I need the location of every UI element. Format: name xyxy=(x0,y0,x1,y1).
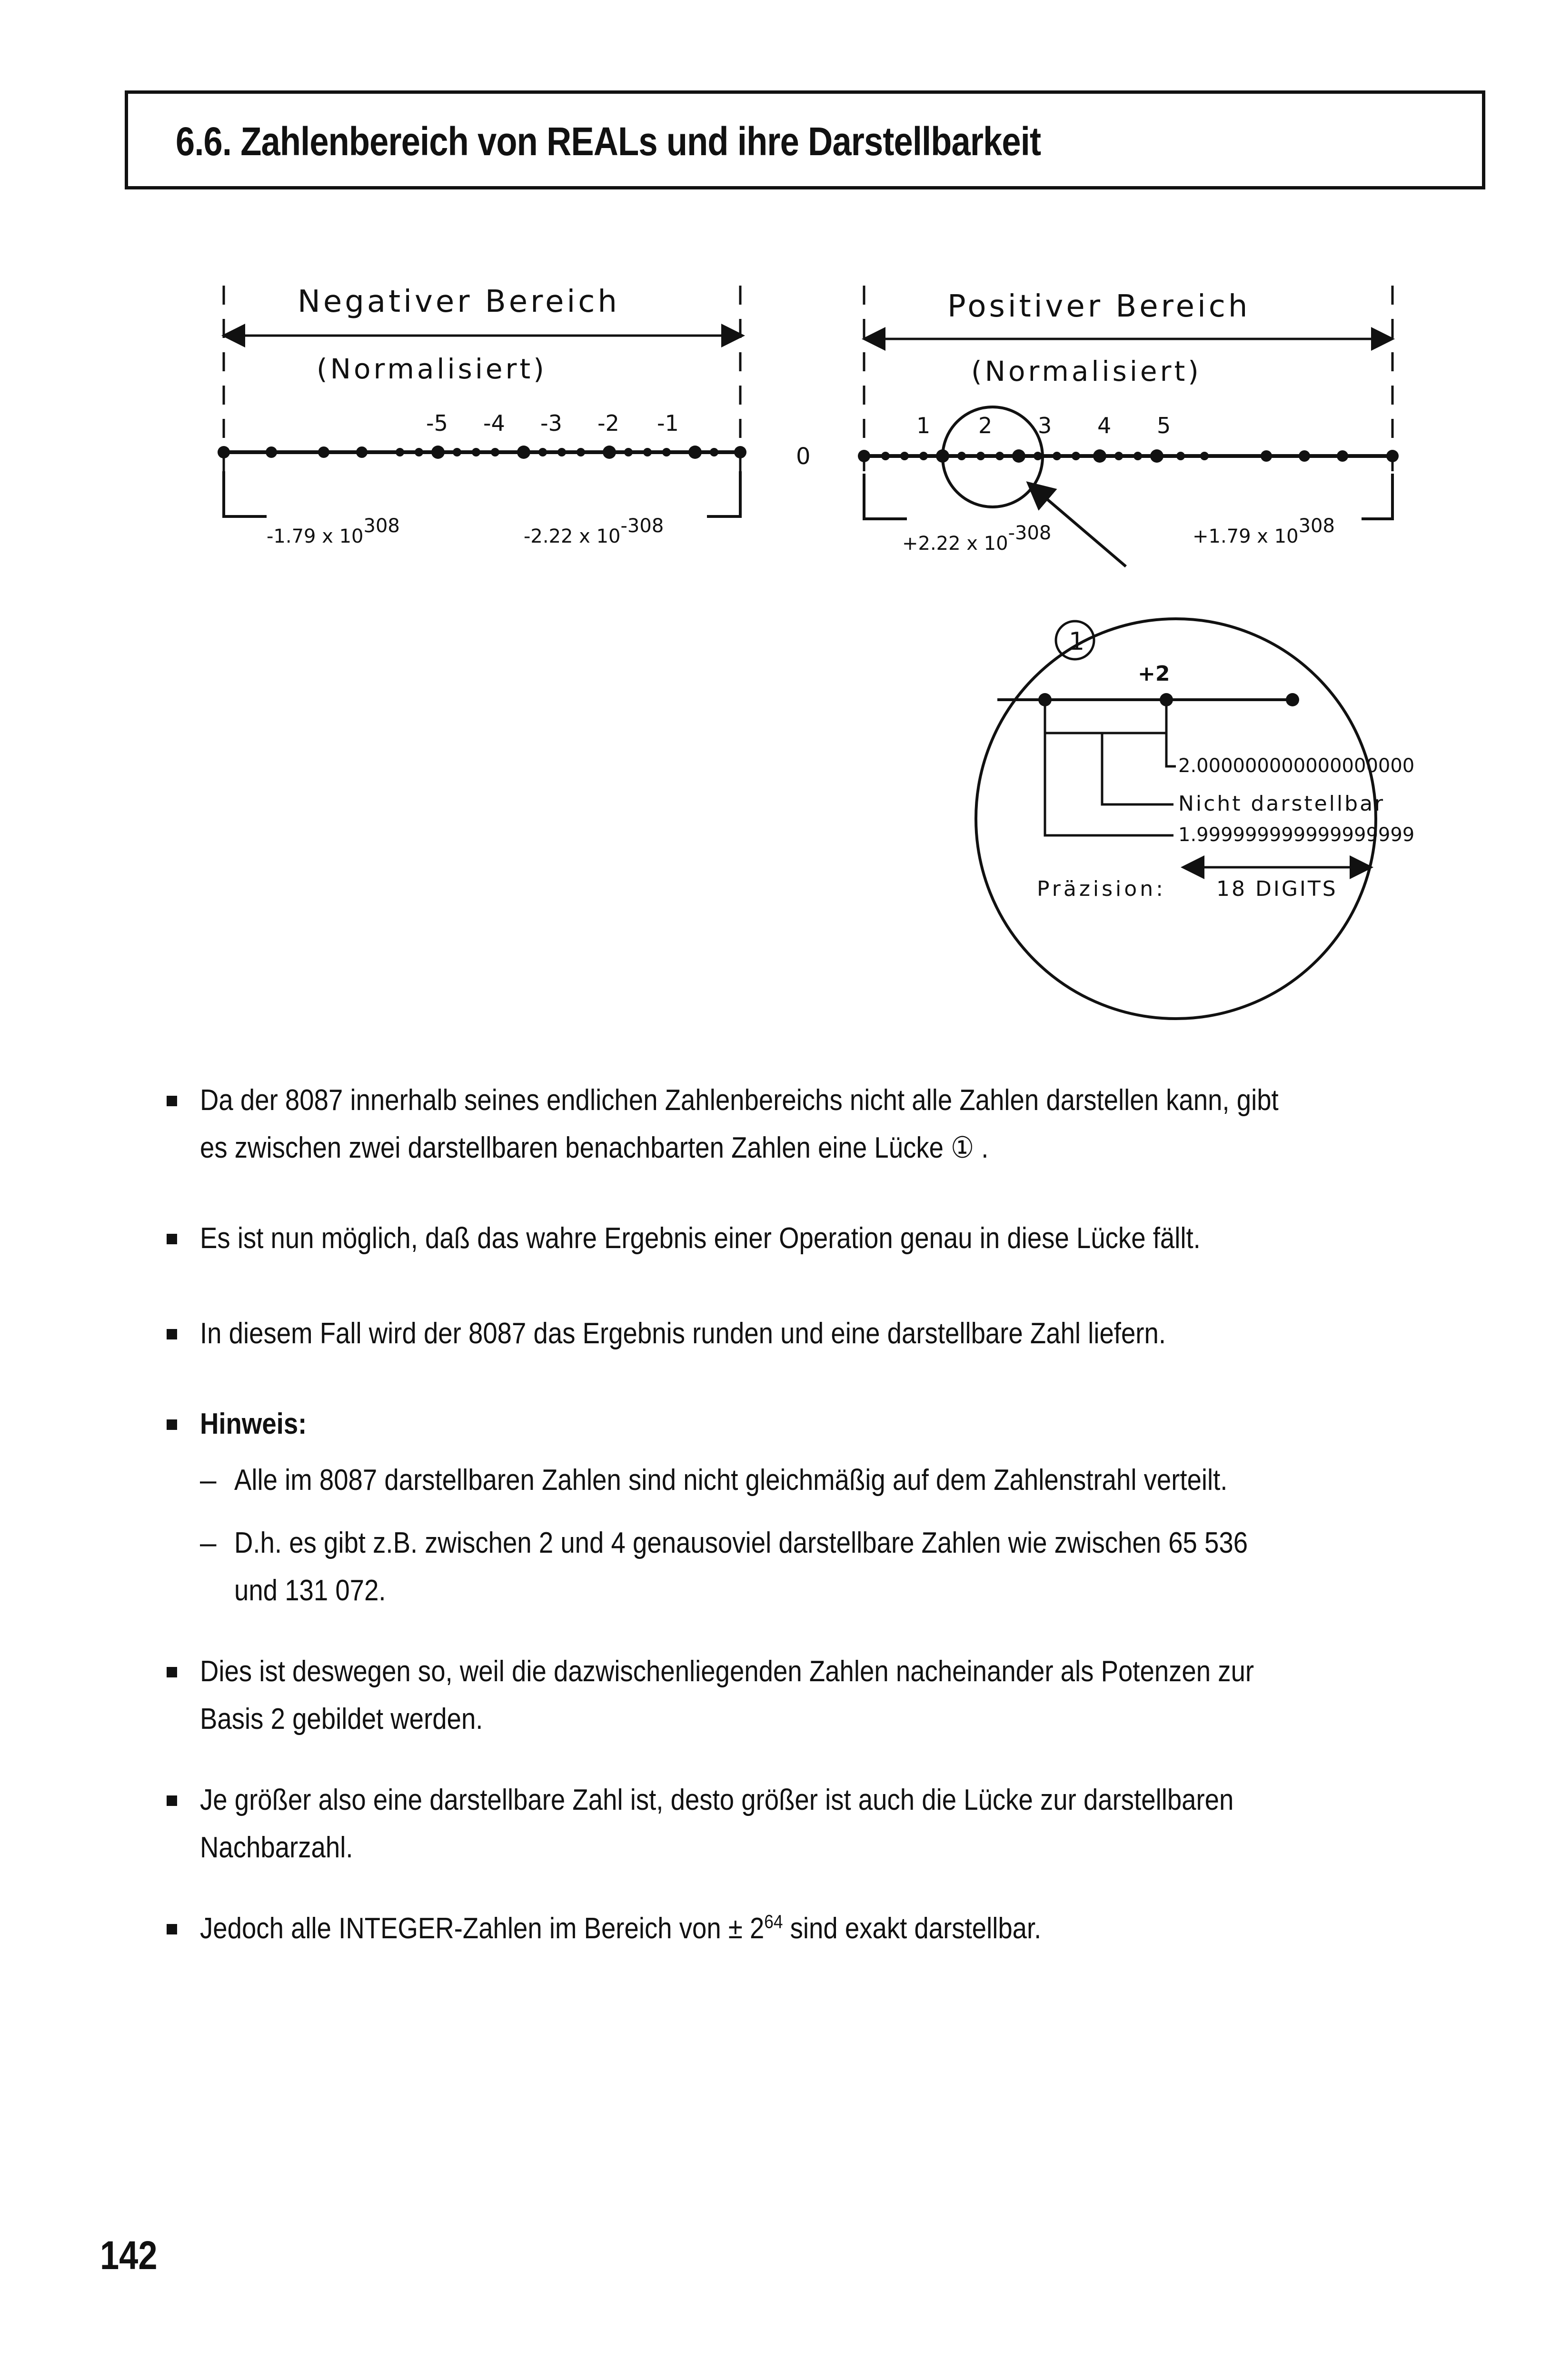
negative-range-label: Negativer Bereich xyxy=(298,284,620,319)
neg-max-label: -2.22 x 10-308 xyxy=(524,515,664,547)
pos-min-label: +2.22 x 10-308 xyxy=(902,522,1052,555)
neg-tick-1: -1 xyxy=(657,410,679,436)
note-item-2-line-1: D.h. es gibt z.B. zwischen 2 und 4 genausoviel darstellbare Zahlen wie zwischen 65 536 xyxy=(234,1527,1248,1559)
pos-tick-5: 5 xyxy=(1157,413,1171,438)
zoom-dot-right xyxy=(1286,693,1299,706)
neg-tick-5: -5 xyxy=(426,410,448,436)
bullet-2-marker xyxy=(167,1234,177,1244)
negative-bracket xyxy=(224,471,740,516)
lower-value: 1.999999999999999999 xyxy=(1178,824,1415,846)
pos-tick-4: 4 xyxy=(1097,413,1112,438)
bullet-1-line-2 xyxy=(200,1124,988,1172)
bullet-6-marker xyxy=(167,1795,177,1806)
note-dash-1: – xyxy=(200,1464,217,1497)
page-number: 142 xyxy=(100,2233,158,2278)
negative-range xyxy=(218,284,746,547)
bullet-1-text: es zwischen zwei darstellbaren benachbarten Zahlen eine Lücke xyxy=(200,1131,944,1164)
gap-bracket xyxy=(1045,700,1176,835)
bullet-7-suffix: sind exakt darstellbar. xyxy=(783,1912,1042,1945)
pos-tick-3: 3 xyxy=(1038,413,1052,438)
zero-label: 0 xyxy=(796,443,811,470)
bullet-4-marker xyxy=(167,1419,177,1430)
neg-tick-4: -4 xyxy=(483,410,505,436)
bullet-1-period: . xyxy=(981,1131,989,1164)
zoom-marker-label: 1 xyxy=(1069,627,1085,656)
pos-tick-1: 1 xyxy=(916,413,931,438)
bullet-3-text: In diesem Fall wird der 8087 das Ergebnis runden und eine darstellbare Zahl liefern. xyxy=(200,1317,1166,1350)
bullet-5-marker xyxy=(167,1667,177,1677)
positive-range-label: Positiver Bereich xyxy=(947,289,1251,324)
bullet-6-line-2: Nachbarzahl. xyxy=(200,1831,353,1864)
positive-bracket xyxy=(864,474,1392,519)
gap-reference-marker: ① xyxy=(951,1131,974,1164)
bullet-2-text: Es ist nun möglich, daß das wahre Ergebnis einer Operation genau in diese Lücke fällt. xyxy=(200,1222,1201,1255)
bullet-5-line-2: Basis 2 gebildet werden. xyxy=(200,1703,483,1735)
bullet-1-line-1: Da der 8087 innerhalb seines endlichen Zahlenbereichs nicht alle Zahlen darstellen kann, gibt xyxy=(200,1084,1279,1117)
negative-range-sublabel: (Normalisiert) xyxy=(317,353,547,385)
note-item-1: Alle im 8087 darstellbaren Zahlen sind nicht gleichmäßig auf dem Zahlenstrahl verteilt. xyxy=(234,1464,1228,1497)
bullet-7-prefix: Jedoch alle INTEGER-Zahlen im Bereich von ± 2 xyxy=(200,1912,765,1945)
bullet-7-text xyxy=(200,1905,1041,1953)
note-dash-2: – xyxy=(200,1527,217,1559)
not-representable-label: Nicht darstellbar xyxy=(1178,792,1385,816)
bullet-7-marker xyxy=(167,1924,177,1934)
upper-value: 2.000000000000000000 xyxy=(1178,755,1415,777)
zoom-detail xyxy=(976,619,1414,1019)
neg-tick-2: -2 xyxy=(597,410,619,436)
bullet-7-exponent: 64 xyxy=(764,1911,783,1933)
note-heading: Hinweis: xyxy=(200,1408,307,1440)
pos-tick-2: 2 xyxy=(978,413,993,438)
precision-value: 18 DIGITS xyxy=(1216,877,1338,901)
section-heading: 6.6. Zahlenbereich von REALs und ihre Darstellbarkeit xyxy=(176,119,1041,164)
bullet-1-marker xyxy=(167,1096,177,1106)
pos-max-label: +1.79 x 10308 xyxy=(1193,515,1335,547)
positive-range xyxy=(858,286,1399,566)
plus-two-label: +2 xyxy=(1138,662,1170,686)
note-item-2-line-2: und 131 072. xyxy=(234,1574,386,1607)
number-range-diagram xyxy=(0,0,1561,1023)
bullet-3-marker xyxy=(167,1329,177,1339)
neg-min-label: -1.79 x 10308 xyxy=(267,515,400,547)
bullet-5-line-1: Dies ist deswegen so, weil die dazwischenliegenden Zahlen nacheinander als Potenzen zur xyxy=(200,1655,1254,1688)
precision-label: Präzision: xyxy=(1037,877,1166,901)
zoom-circle xyxy=(976,619,1376,1019)
bullet-6-line-1: Je größer also eine darstellbare Zahl ist, desto größer ist auch die Lücke zur darstellbaren xyxy=(200,1784,1234,1816)
neg-tick-3: -3 xyxy=(540,410,562,436)
positive-range-sublabel: (Normalisiert) xyxy=(971,355,1202,387)
